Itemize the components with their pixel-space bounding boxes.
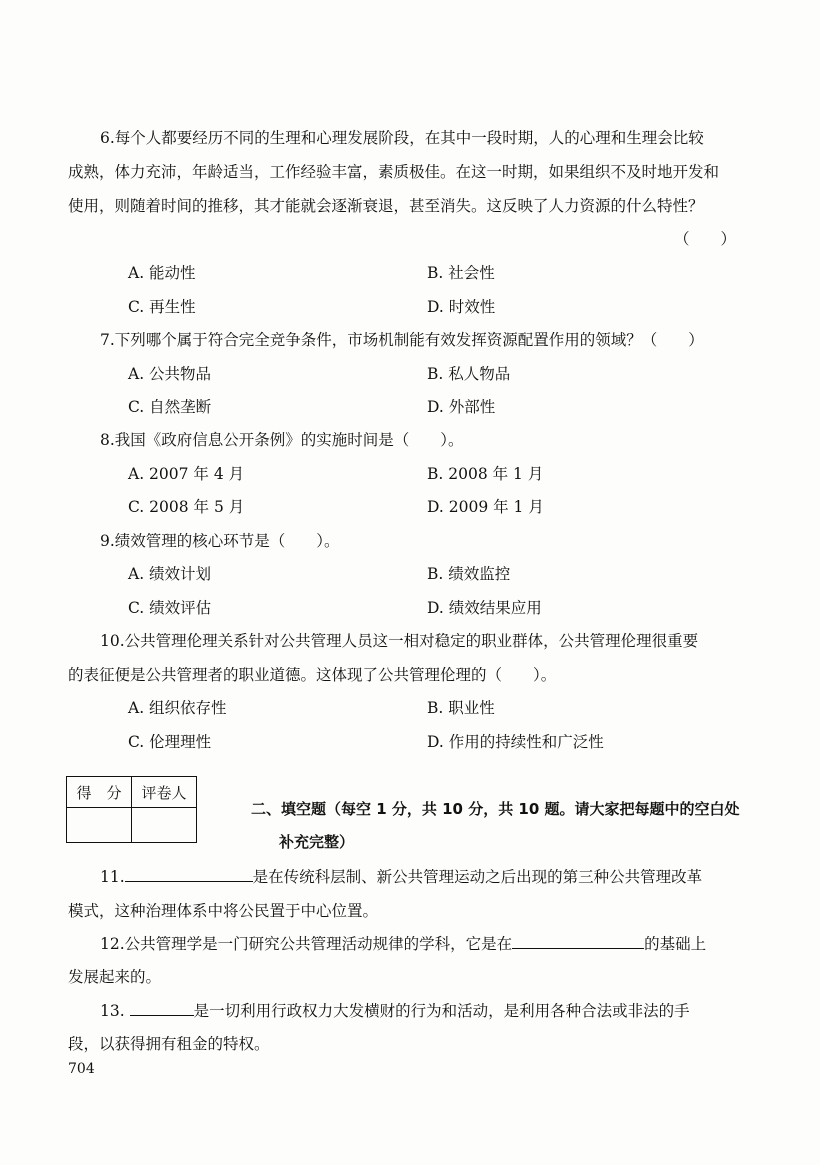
q8-option-b: B. 2008 年 1 月 [427, 465, 544, 483]
q6-option-d: D. 时效性 [427, 298, 496, 316]
q6-line1: 6.每个人都要经历不同的生理和心理发展阶段，在其中一段时期，人的心理和生理会比较 [100, 129, 704, 147]
score-header: 得 分 [67, 777, 132, 808]
q6-answer-paren: （ ） [673, 230, 736, 248]
q11-text: 是在传统科层制、新公共管理运动之后出现的第三种公共管理改革 [252, 868, 703, 886]
q6-option-c: C. 再生性 [128, 298, 196, 316]
q9-line1: 9.绩效管理的核心环节是（ ）。 [100, 532, 340, 550]
q10-option-b: B. 职业性 [427, 699, 495, 717]
section2-heading-line2: 补充完整） [279, 833, 355, 851]
score-table [66, 776, 197, 843]
q9-option-b: B. 绩效监控 [427, 565, 511, 583]
q8-option-d: D. 2009 年 1 月 [427, 498, 544, 516]
q6-line2: 成熟，体力充沛，年龄适当，工作经验丰富，素质极佳。在这一时期，如果组织不及时地开发和 [68, 163, 720, 181]
q11-line2: 模式，这种治理体系中将公民置于中心位置。 [68, 902, 379, 920]
q13-blank [130, 1001, 194, 1016]
q6-line3: 使用，则随着时间的推移，其才能就会逐渐衰退，甚至消失。这反映了人力资源的什么特性？ [68, 197, 704, 215]
grader-cell [132, 808, 197, 843]
q10-option-a: A. 组织依存性 [128, 699, 227, 717]
page-number: 704 [68, 1061, 95, 1077]
q13-line2: 段，以获得拥有租金的特权。 [68, 1035, 270, 1053]
score-cell [67, 808, 132, 843]
q9-option-c: C. 绩效评估 [128, 599, 212, 617]
q10-option-d: D. 作用的持续性和广泛性 [427, 733, 604, 751]
q9-option-d: D. 绩效结果应用 [427, 599, 542, 617]
q12-text-after: 的基础上 [644, 935, 707, 953]
q11-number: 11. [100, 868, 125, 886]
q8-option-c: C. 2008 年 5 月 [128, 498, 245, 516]
q10-line1: 10.公共管理伦理关系针对公共管理人员这一相对稳定的职业群体，公共管理伦理很重要 [100, 632, 699, 650]
q13-line1 [100, 1000, 752, 1022]
q12-blank [512, 934, 644, 949]
q7-line1: 7.下列哪个属于符合完全竞争条件，市场机制能有效发挥资源配置作用的领域？（ ） [100, 331, 704, 349]
section2-heading-line1: 二、填空题（每空 1 分，共 10 分，共 10 题。请大家把每题中的空白处 [251, 800, 740, 818]
q6-option-b: B. 社会性 [427, 264, 495, 282]
q6-option-a: A. 能动性 [128, 264, 196, 282]
q7-option-b: B. 私人物品 [427, 365, 511, 383]
q12-line1 [100, 933, 752, 955]
q10-line2: 的表征便是公共管理者的职业道德。这体现了公共管理伦理的（ ）。 [68, 666, 557, 684]
q11-line1 [100, 866, 752, 888]
q12-line2: 发展起来的。 [68, 968, 162, 986]
q7-option-d: D. 外部性 [427, 398, 496, 416]
q8-option-a: A. 2007 年 4 月 [128, 465, 245, 483]
q13-number: 13. [100, 1002, 125, 1020]
q8-line1: 8.我国《政府信息公开条例》的实施时间是（ ）。 [100, 431, 464, 449]
q11-blank [125, 867, 253, 882]
q7-option-c: C. 自然垄断 [128, 398, 212, 416]
q12-text-before: 12.公共管理学是一门研究公共管理活动规律的学科，它是在 [100, 935, 513, 953]
q7-option-a: A. 公共物品 [128, 365, 212, 383]
grader-header: 评卷人 [132, 777, 197, 808]
q10-option-c: C. 伦理理性 [128, 733, 212, 751]
q13-text: 是一切利用行政权力大发横财的行为和活动，是利用各种合法或非法的手 [193, 1002, 690, 1020]
q9-option-a: A. 绩效计划 [128, 565, 212, 583]
